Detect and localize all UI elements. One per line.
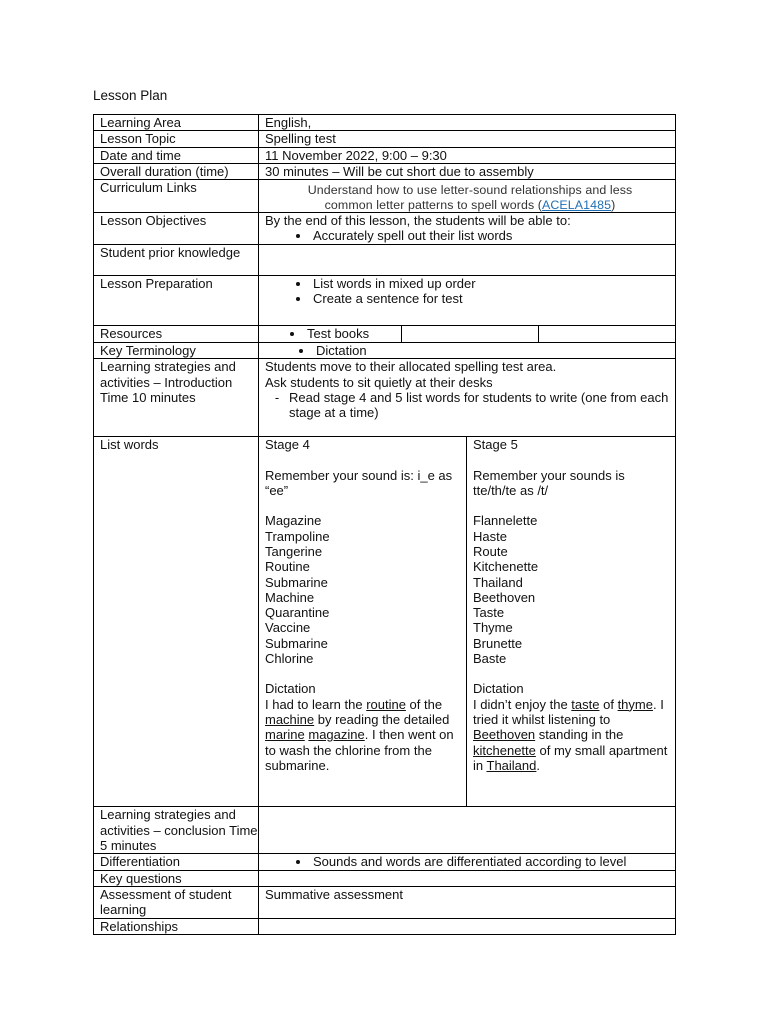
resources-list bbox=[259, 326, 401, 341]
list-word: Submarine bbox=[265, 574, 328, 590]
list-word: Brunette bbox=[473, 635, 523, 651]
intro-line: Ask students to sit quietly at their desks bbox=[265, 374, 493, 390]
row-relationships bbox=[94, 918, 676, 934]
value-conclusion bbox=[259, 807, 676, 854]
curriculum-open-paren: ( bbox=[537, 197, 543, 212]
list-word: Flannelette bbox=[473, 513, 538, 529]
list-word: Haste bbox=[473, 528, 507, 544]
stage4-dictation-text bbox=[265, 697, 462, 773]
stage4-cell bbox=[259, 437, 467, 807]
curriculum-line2: common letter patterns to spell words bbox=[324, 197, 535, 212]
row-curriculum bbox=[94, 180, 676, 213]
list-word: Chlorine bbox=[265, 651, 314, 667]
dictation-text-part: of my small apartment in bbox=[473, 742, 668, 773]
dash-marker: - bbox=[274, 390, 280, 406]
dictation-text-part: of bbox=[599, 696, 618, 712]
row-resources bbox=[94, 326, 676, 343]
objective-item: • Accurately spell out their list words bbox=[311, 228, 675, 243]
objectives-list bbox=[265, 228, 675, 243]
label-assessment: Assessment of student learning bbox=[94, 887, 259, 919]
dictation-text-part: standing in the bbox=[535, 727, 624, 743]
list-word: Thailand bbox=[473, 574, 523, 590]
list-word: Vaccine bbox=[265, 620, 311, 636]
label-duration: Overall duration (time) bbox=[94, 163, 259, 179]
preparation-list bbox=[265, 276, 675, 307]
dictation-underlined-word: routine bbox=[366, 696, 406, 712]
row-date-time bbox=[94, 147, 676, 163]
dictation-text-part: of the bbox=[405, 696, 443, 712]
list-word: Submarine bbox=[265, 635, 328, 651]
list-word: Trampoline bbox=[265, 528, 330, 544]
value-duration: 30 minutes – Will be cut short due to assembly bbox=[259, 163, 676, 179]
row-learning-area bbox=[94, 115, 676, 131]
stage5-dictation-text bbox=[473, 697, 671, 773]
dictation-text-part: I didn’t enjoy the bbox=[473, 696, 572, 712]
row-conclusion bbox=[94, 807, 676, 854]
dictation-text-part: by reading the detailed bbox=[314, 711, 450, 727]
objectives-intro: By the end of this lesson, the students will be able to: bbox=[265, 213, 571, 229]
row-terminology bbox=[94, 343, 676, 359]
row-list-words bbox=[94, 437, 676, 807]
preparation-item: • Create a sentence for test bbox=[311, 291, 675, 306]
dictation-text-part: I had to learn the bbox=[265, 696, 367, 712]
list-word: Quarantine bbox=[265, 605, 330, 621]
dictation-underlined-word: thyme bbox=[617, 696, 653, 712]
list-word: Thyme bbox=[473, 620, 513, 636]
row-lesson-topic bbox=[94, 131, 676, 147]
dictation-underlined-word: Thailand bbox=[486, 757, 537, 773]
differentiation-item: • Sounds and words are differentiated according to level bbox=[311, 854, 675, 869]
resources-cell-empty bbox=[402, 326, 540, 342]
value-date-time: 11 November 2022, 9:00 – 9:30 bbox=[259, 147, 676, 163]
label-objectives: Lesson Objectives bbox=[94, 213, 259, 245]
dictation-underlined-word: taste bbox=[571, 696, 600, 712]
label-curriculum: Curriculum Links bbox=[94, 180, 259, 213]
value-relationships bbox=[259, 918, 676, 934]
stage5-dictation-heading: Dictation bbox=[473, 681, 524, 697]
list-word: Beethoven bbox=[473, 589, 536, 605]
differentiation-list bbox=[265, 854, 675, 869]
label-resources: Resources bbox=[94, 326, 259, 343]
value-lesson-topic: Spelling test bbox=[259, 131, 676, 147]
label-preparation: Lesson Preparation bbox=[94, 276, 259, 326]
lesson-plan-table bbox=[93, 114, 676, 935]
list-word: Magazine bbox=[265, 513, 322, 529]
dictation-underlined-word: kitchenette bbox=[473, 742, 536, 758]
row-differentiation bbox=[94, 854, 676, 870]
row-objectives bbox=[94, 213, 676, 245]
row-key-questions bbox=[94, 870, 676, 886]
label-lesson-topic: Lesson Topic bbox=[94, 131, 259, 147]
resources-cell-empty bbox=[539, 326, 675, 342]
stage5-sound: Remember your sounds is tte/th/te as /t/ bbox=[473, 467, 625, 499]
dictation-text-part: . I tried it whilst listening to bbox=[473, 696, 664, 727]
resources-grid bbox=[259, 326, 676, 342]
list-word: Machine bbox=[265, 589, 315, 605]
dictation-underlined-word: magazine bbox=[308, 727, 365, 743]
label-conclusion: Learning strategies and activities – conclusion Time 5 minutes bbox=[94, 807, 259, 854]
intro-dash-text: Read stage 4 and 5 list words for students to write (one from each stage at a time) bbox=[289, 390, 669, 421]
dictation-text-part: . I then went on to wash the chlorine from the submarine. bbox=[265, 727, 454, 773]
row-preparation bbox=[94, 276, 676, 326]
dictation-underlined-word: machine bbox=[265, 711, 315, 727]
stage5-word-list bbox=[473, 513, 671, 666]
label-differentiation: Differentiation bbox=[94, 854, 259, 870]
page-title: Lesson Plan bbox=[93, 88, 168, 103]
stage4-word-list bbox=[265, 513, 462, 666]
stage4-dictation-heading: Dictation bbox=[265, 681, 316, 697]
list-word: Route bbox=[473, 543, 508, 559]
resources-cell bbox=[259, 326, 402, 342]
intro-dash-item bbox=[265, 390, 675, 421]
dictation-underlined-word: Beethoven bbox=[473, 727, 536, 743]
curriculum-line1: Understand how to use letter-sound relationships and less bbox=[307, 183, 633, 198]
label-date-time: Date and time bbox=[94, 147, 259, 163]
row-duration bbox=[94, 163, 676, 179]
intro-line: Students move to their allocated spelling test area. bbox=[265, 359, 557, 375]
curriculum-text bbox=[265, 180, 675, 212]
value-key-questions bbox=[259, 870, 676, 886]
label-key-questions: Key questions bbox=[94, 870, 259, 886]
resource-item: • Test books bbox=[305, 326, 401, 341]
label-relationships: Relationships bbox=[94, 918, 259, 934]
dictation-text-part: . bbox=[536, 757, 540, 773]
row-prior-knowledge bbox=[94, 245, 676, 276]
curriculum-close-paren: ) bbox=[611, 197, 616, 212]
value-prior-knowledge bbox=[259, 245, 676, 276]
list-word: Tangerine bbox=[265, 543, 323, 559]
list-word: Routine bbox=[265, 559, 310, 575]
value-assessment: Summative assessment bbox=[259, 887, 676, 919]
label-prior-knowledge: Student prior knowledge bbox=[94, 245, 259, 276]
label-terminology: Key Terminology bbox=[94, 343, 259, 359]
terminology-item: • Dictation bbox=[314, 343, 675, 358]
stage5-heading: Stage 5 bbox=[473, 437, 518, 453]
stage4-sound: Remember your sound is: i_e as “ee” bbox=[265, 467, 453, 499]
label-intro-strategies: Learning strategies and activities – Introduction Time 10 minutes bbox=[94, 359, 259, 437]
list-word: Baste bbox=[473, 651, 507, 667]
row-assessment bbox=[94, 887, 676, 919]
preparation-item: • List words in mixed up order bbox=[311, 276, 675, 291]
acela-link[interactable]: ACELA1485 bbox=[542, 197, 612, 212]
list-word: Kitchenette bbox=[473, 559, 539, 575]
list-word: Taste bbox=[473, 605, 505, 621]
stage4-heading: Stage 4 bbox=[265, 437, 310, 453]
row-intro-strategies bbox=[94, 359, 676, 437]
dictation-underlined-word: marine bbox=[265, 727, 305, 743]
stage5-cell bbox=[467, 437, 676, 807]
value-learning-area: English, bbox=[259, 115, 676, 131]
terminology-list bbox=[265, 343, 675, 358]
label-learning-area: Learning Area bbox=[94, 115, 259, 131]
label-list-words: List words bbox=[94, 437, 259, 807]
